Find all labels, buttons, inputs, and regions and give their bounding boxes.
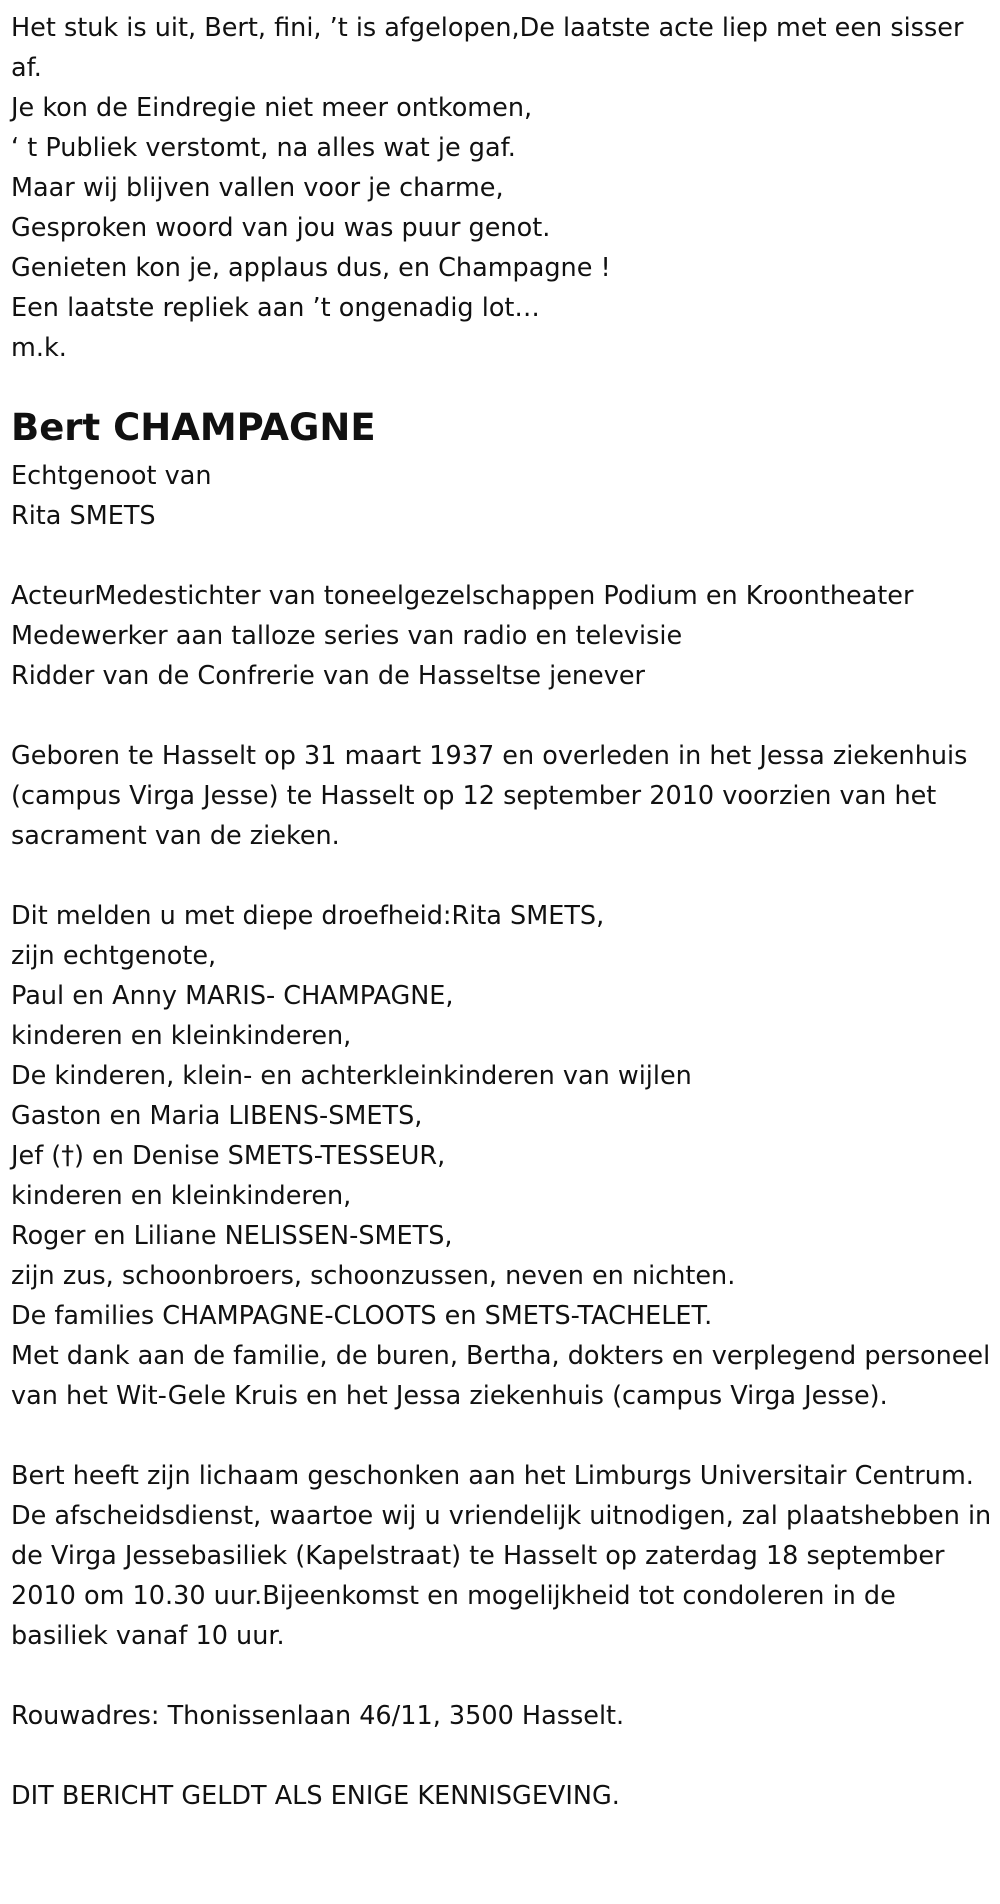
poem-signature: m.k. [11,333,67,363]
service-paragraph: De afscheidsdienst, waartoe wij u vriendelijk uitnodigen, zal plaatshebben in de Virga Jessebasiliek (Kapelstraat) te Hasselt op zaterdag 18 september 2010 om 10.30 uur.Bijeenkomst en mogelijkheid tot condoleren in de basiliek vanaf 10 uur. [11,1501,992,1651]
mourner-line: De kinderen, klein- en achterkleinkinderen van wijlen [11,1061,692,1091]
poem-line: Genieten kon je, applaus dus, en Champagne ! [11,253,611,283]
role-line: ActeurMedestichter van toneelgezelschappen Podium en Kroontheater [11,581,914,611]
spouse-label: Echtgenoot van [11,461,212,491]
spouse-name: Rita SMETS [11,501,156,531]
deceased-name: Bert CHAMPAGNE [11,406,376,449]
thanks-paragraph: Met dank aan de familie, de buren, Bertha, dokters en verplegend personeel van het Wit-Gele Kruis en het Jessa ziekenhuis (campus Virga Jesse). [11,1341,991,1411]
paragraph-gap [11,1416,1000,1456]
paragraph-gap [11,1736,1000,1776]
mourner-line: Jef (†) en Denise SMETS-TESSEUR, [11,1141,446,1171]
mourner-line: zijn zus, schoonbroers, schoonzussen, neven en nichten. [11,1261,736,1291]
mourner-line: Dit melden u met diepe droefheid:Rita SMETS, [11,901,605,931]
mourner-line: De families CHAMPAGNE-CLOOTS en SMETS-TACHELET. [11,1301,713,1331]
mourner-line: Roger en Liliane NELISSEN-SMETS, [11,1221,453,1251]
poem [11,8,1000,368]
poem-line: ‘ t Publiek verstomt, na alles wat je gaf. [11,133,516,163]
sole-notice: DIT BERICHT GELDT ALS ENIGE KENNISGEVING. [11,1781,620,1811]
poem-line: Maar wij blijven vallen voor je charme, [11,173,504,203]
paragraph-gap [11,536,1000,576]
mourner-line: Paul en Anny MARIS- CHAMPAGNE, [11,981,454,1011]
role-line: Medewerker aan talloze series van radio en televisie [11,621,683,651]
paragraph-gap [11,1656,1000,1696]
mourner-line: kinderen en kleinkinderen, [11,1181,352,1211]
poem-line: Gesproken woord van jou was puur genot. [11,213,551,243]
paragraph-gap [11,696,1000,736]
poem-line: Een laatste repliek aan ’t ongenadig lot… [11,293,540,323]
poem-line: Je kon de Eindregie niet meer ontkomen, [11,93,533,123]
mourning-address: Rouwadres: Thonissenlaan 46/11, 3500 Hasselt. [11,1701,625,1731]
announcement-body [11,456,1000,1816]
body-donation-paragraph: Bert heeft zijn lichaam geschonken aan het Limburgs Universitair Centrum. [11,1461,974,1491]
mourner-line: kinderen en kleinkinderen, [11,1021,352,1051]
mourner-line: zijn echtgenote, [11,941,217,971]
paragraph-gap [11,856,1000,896]
poem-line: Het stuk is uit, Bert, fini, ’t is afgelopen,De laatste acte liep met een sisser af. [11,13,964,83]
birth-death-paragraph: Geboren te Hasselt op 31 maart 1937 en overleden in het Jessa ziekenhuis (campus Virga Jesse) te Hasselt op 12 september 2010 voorzien van het sacrament van de zieken. [11,741,968,851]
role-line: Ridder van de Confrerie van de Hasseltse jenever [11,661,646,691]
mourner-line: Gaston en Maria LIBENS-SMETS, [11,1101,423,1131]
